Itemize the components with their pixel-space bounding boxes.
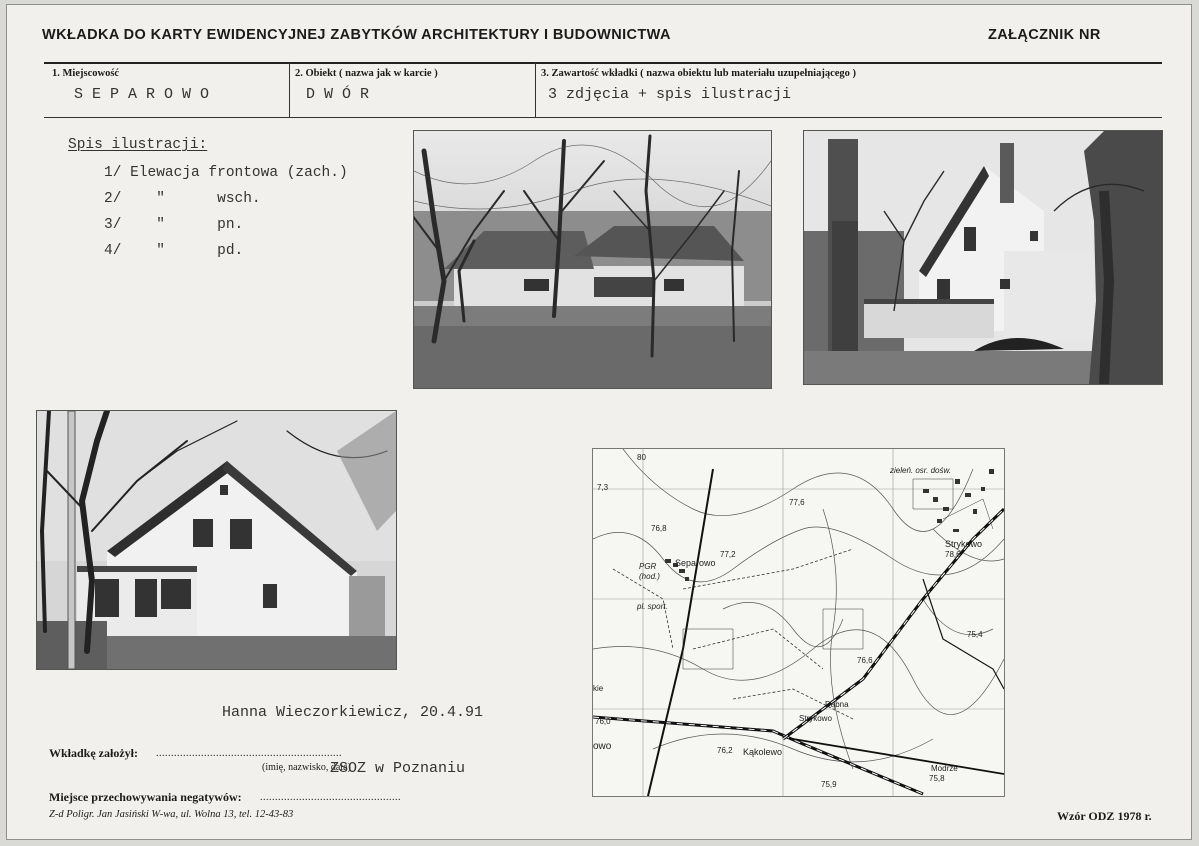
photo-front-elevation [413, 130, 772, 389]
map-label: 77,6 [789, 498, 805, 507]
document-title: WKŁADKA DO KARTY EWIDENCYJNEJ ZABYTKÓW ARCHITEKTURY I BUDOWNICTWA [42, 27, 671, 43]
content-value: 3 zdjęcia + spis ilustracji [548, 86, 792, 103]
fields-rule [44, 117, 1162, 118]
negatives-dotted-line: ............................................... [260, 792, 401, 803]
map-label: PGR [639, 562, 657, 571]
map-place-name: Separowo [675, 558, 716, 568]
set-by-label: Wkładkę założył: [49, 746, 138, 760]
map-label: owo [593, 741, 612, 752]
content-label: 3. Zawartość wkładki ( nazwa obiektu lub materiału uzupełniającego ) [541, 68, 857, 79]
map-place-name: Kąkolewo [743, 747, 783, 757]
map-label: 75,8 [929, 774, 945, 783]
object-label: 2. Obiekt ( nazwa jak w karcie ) [295, 68, 438, 79]
map-label: 76,2 [717, 746, 733, 755]
locality-label: 1. Miejscowość [52, 68, 120, 79]
map-label: 7,3 [597, 483, 609, 492]
illustration-item: 3/ " pn. [104, 217, 244, 233]
photo-east-elevation [803, 130, 1163, 385]
form-model: Wzór ODZ 1978 r. [1057, 809, 1152, 823]
institution-stamp: ZSOZ w Poznaniu [330, 760, 466, 777]
printer-imprint: Z-d Poligr. Jan Jasiński W-wa, ul. Wolna 13, tel. 12-43-83 [49, 809, 294, 820]
annex-number-label: ZAŁĄCZNIK NR [988, 27, 1101, 43]
map-label: kie [593, 684, 604, 693]
map-label: 77,2 [720, 550, 736, 559]
header-rule [44, 62, 1162, 64]
map-label: pl. sport. [637, 602, 668, 611]
map-place-name: Dąbna [825, 700, 849, 709]
map-label: zieleń. osr. dośw. [890, 466, 952, 475]
locality-value: S E P A R O W O [74, 86, 210, 103]
set-by-hint: (imię, nazwisko, data) [262, 762, 351, 773]
map-place-name: Modrze [931, 764, 958, 773]
field-divider [289, 63, 290, 118]
map-label: 76,6 [857, 656, 873, 665]
set-by-dotted-line: .............................................................. [156, 748, 342, 759]
object-value: D W Ó R [306, 86, 370, 103]
field-divider [535, 63, 536, 118]
map-label: 76,8 [651, 524, 667, 533]
map-label: 75,4 [967, 630, 983, 639]
map-label: 78,6 [945, 550, 961, 559]
illustration-item: 2/ " wsch. [104, 191, 261, 207]
map-place-name: Strykowo [945, 539, 983, 549]
negatives-location-label: Miejsce przechowywania negatywów: [49, 790, 242, 804]
map-label: 75,9 [821, 780, 837, 789]
illustration-item: 4/ " pd. [104, 243, 244, 259]
map-label: 80 [637, 453, 646, 462]
illustration-item: 1/ Elewacja frontowa (zach.) [104, 165, 348, 181]
map-label: 76,0 [595, 717, 611, 726]
map-place-name: Strykowo [799, 714, 832, 723]
map-label: (hod.) [639, 572, 660, 581]
illustrations-title: Spis ilustracji: [68, 137, 208, 153]
photo-north-elevation [36, 410, 397, 670]
location-map [592, 448, 1005, 797]
author-signature: Hanna Wieczorkiewicz, 20.4.91 [222, 704, 484, 721]
